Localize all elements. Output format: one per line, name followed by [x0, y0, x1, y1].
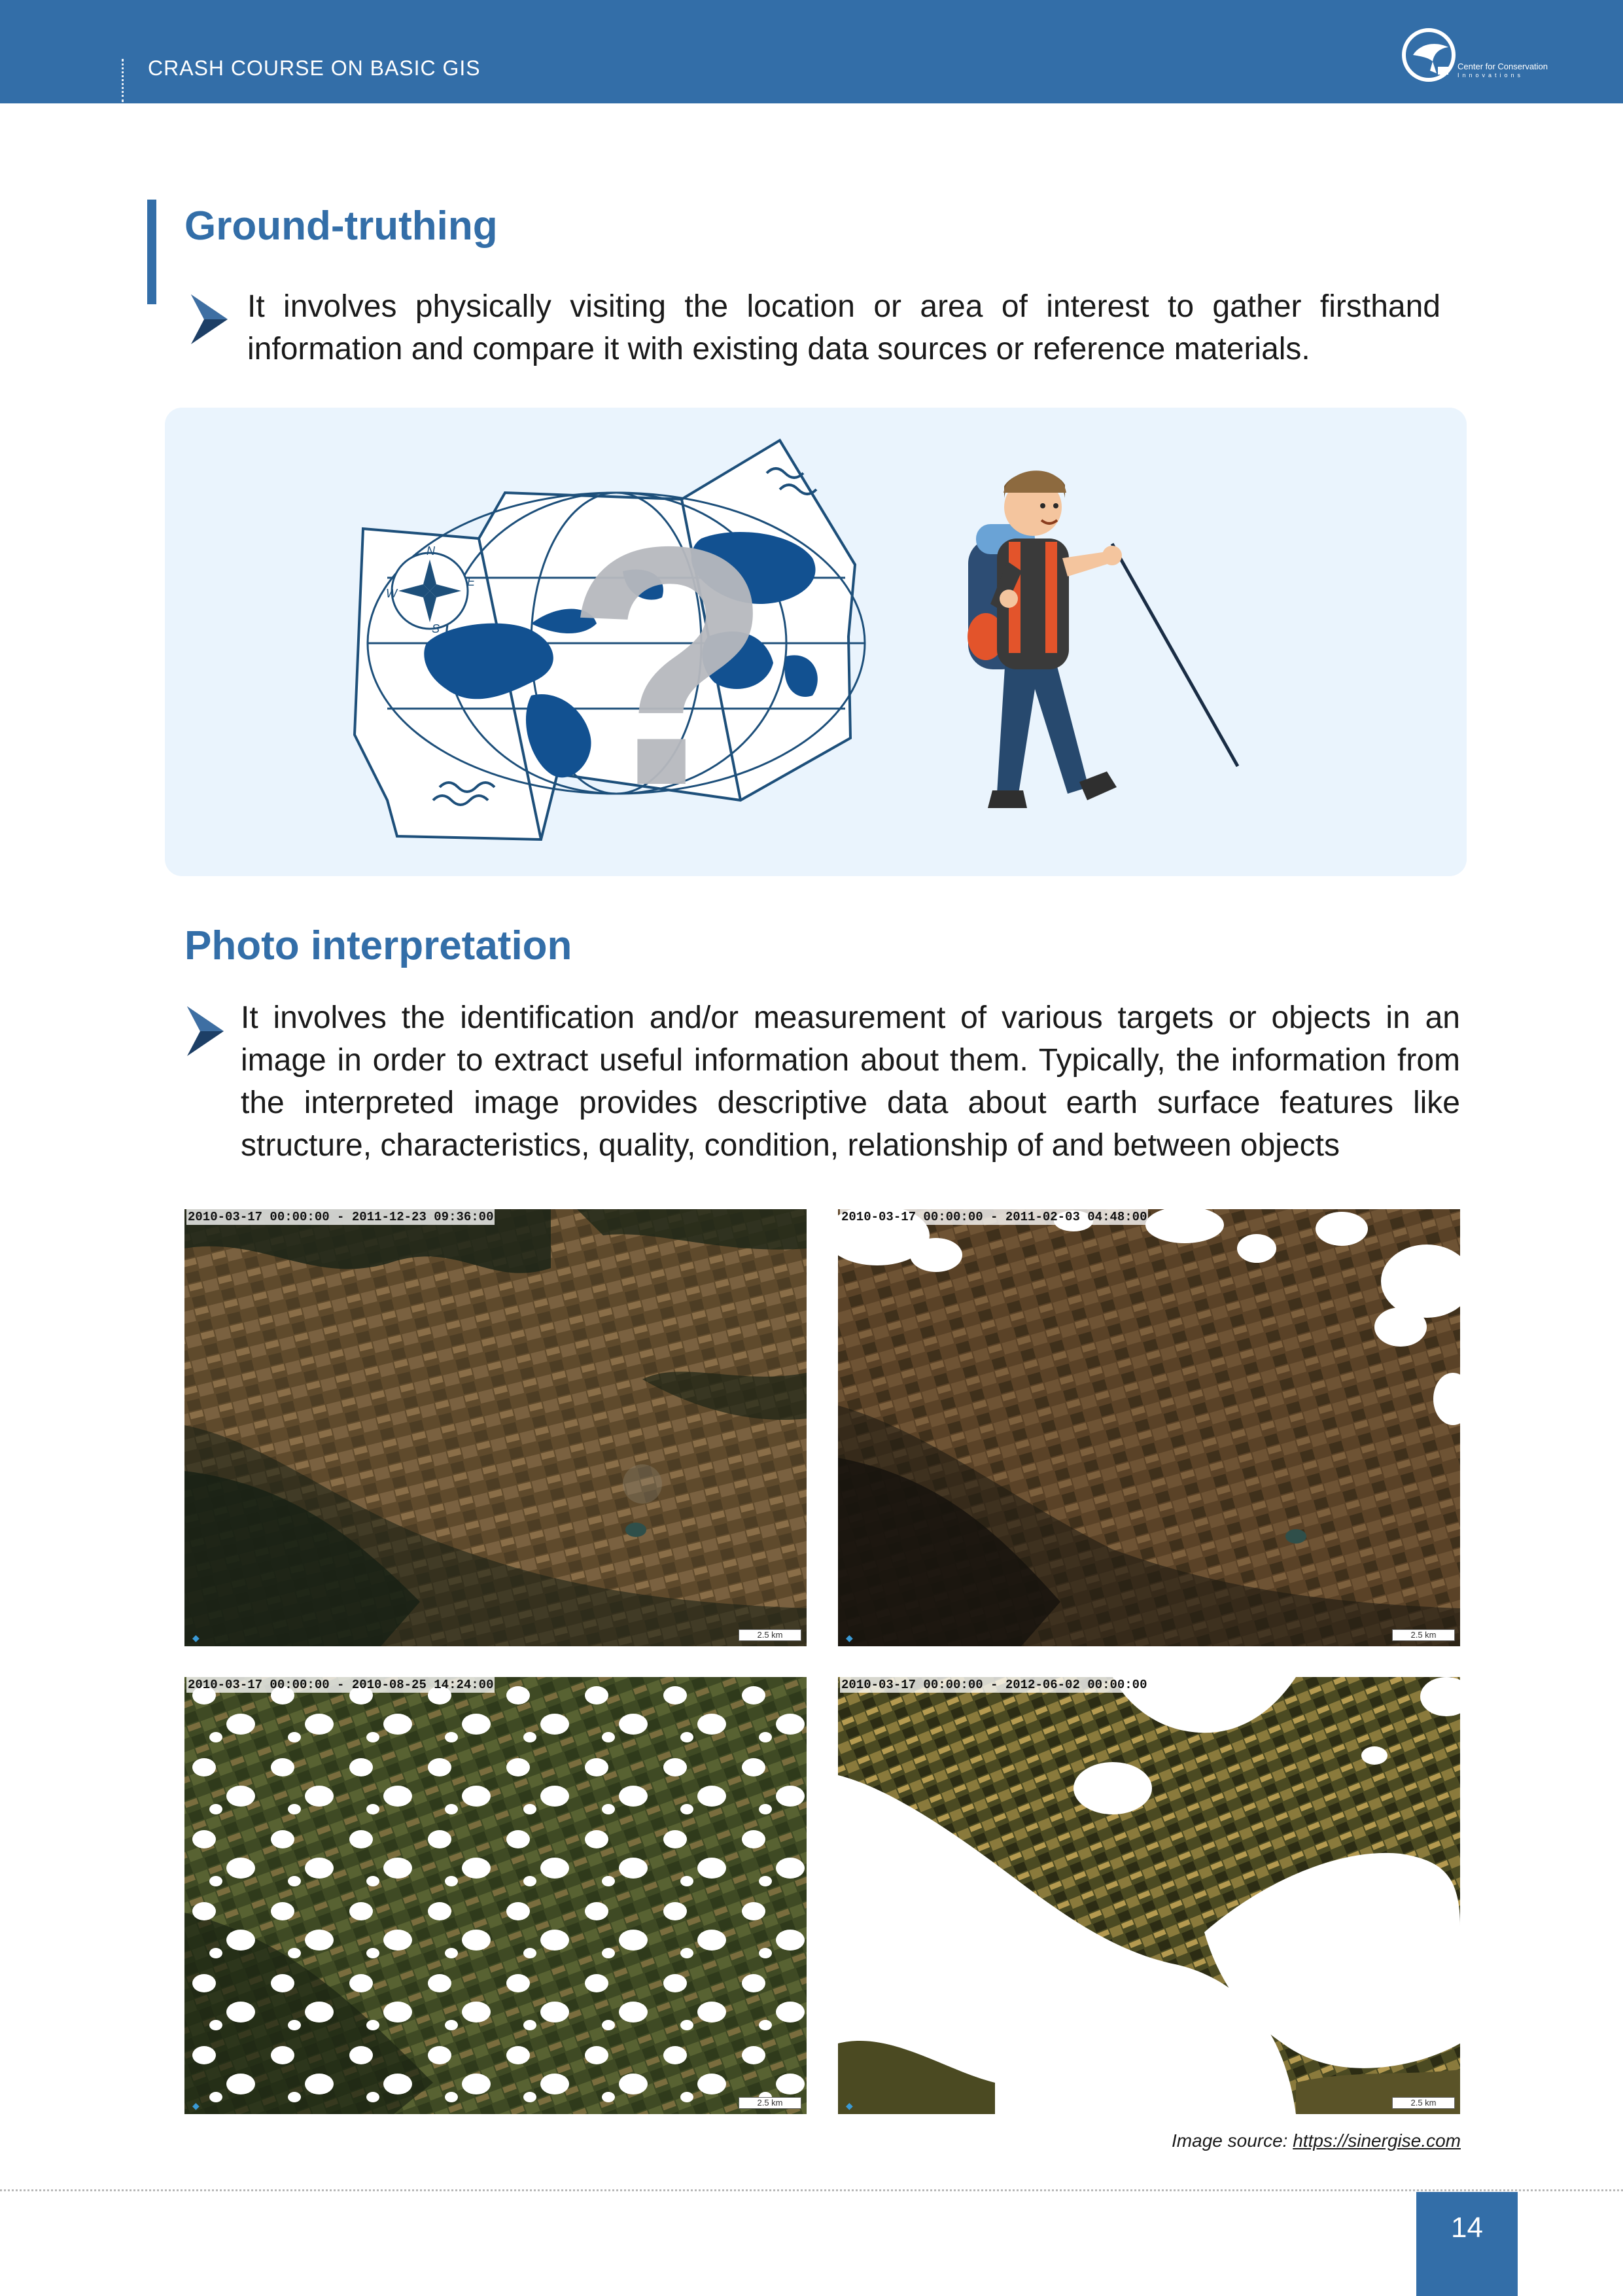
satellite-image-1-date-range: 2010-03-17 00:00:00 - 2011-12-23 09:36:00: [188, 1210, 494, 1224]
hiker-illustration: [968, 470, 1238, 808]
ground-truthing-illustration: [165, 408, 1467, 876]
svg-text:?: ?: [565, 476, 773, 857]
arrow-bullet-icon: [190, 293, 229, 345]
page-number-box: [1416, 2192, 1518, 2296]
satellite-image-2-date-range: 2010-03-17 00:00:00 - 2011-02-03 04:48:00: [841, 1210, 1147, 1224]
header-title: CRASH COURSE ON BASIC GIS: [148, 56, 481, 80]
ground-truthing-heading: Ground-truthing: [184, 203, 498, 249]
page-header: [0, 0, 1623, 103]
image-source-prefix: Image source:: [1172, 2130, 1293, 2151]
satellite-image-3: [184, 1677, 807, 2114]
arrow-bullet-icon: [186, 1005, 225, 1057]
satellite-image-4-date-range: 2010-03-17 00:00:00 - 2012-06-02 00:00:00: [841, 1678, 1147, 1692]
svg-text:◆: ◆: [192, 2100, 200, 2111]
section-accent-bar: [147, 200, 156, 304]
satellite-image-2: [838, 1209, 1460, 1646]
image-source-caption: [1172, 2130, 1461, 2151]
compass-s-label: S: [432, 622, 440, 635]
photo-interpretation-heading: Photo interpretation: [184, 923, 572, 968]
photo-interpretation-description: It involves the identification and/or measurement of various targets or objects in an image in order to extract useful information about them. Typically, the information from the interpreted image provides descriptive data about earth surface features like structure, characteristics, quality, condition, relationship of and between objects: [241, 1000, 1460, 1163]
satellite-image-4: [838, 1677, 1460, 2114]
organization-logo: [1400, 25, 1570, 85]
svg-text:◆: ◆: [846, 1633, 853, 1643]
logo-text-line1: Center for Conservation: [1457, 62, 1548, 71]
compass-w-label: W: [386, 587, 397, 600]
satellite-image-grid: [184, 1209, 1460, 2114]
question-mark-icon: [565, 476, 773, 857]
svg-text:◆: ◆: [846, 2100, 853, 2111]
logo-text-line2: Innovations: [1457, 72, 1524, 79]
svg-text:◆: ◆: [192, 1633, 200, 1643]
satellite-image-1-scale-bar: 2.5 km: [739, 1629, 801, 1641]
footer-divider: [0, 2189, 1623, 2191]
satellite-image-3-date-range: 2010-03-17 00:00:00 - 2010-08-25 14:24:00: [188, 1678, 494, 1692]
page-number: 14: [1451, 2212, 1483, 2244]
compass-n-label: N: [427, 544, 435, 557]
header-divider: [122, 59, 124, 102]
logo-bird-icon: [1400, 25, 1459, 85]
satellite-image-2-scale-bar: 2.5 km: [1392, 1629, 1455, 1641]
satellite-image-4-scale-bar: 2.5 km: [1392, 2097, 1455, 2109]
image-source-link[interactable]: https://sinergise.com: [1293, 2130, 1461, 2151]
satellite-image-3-scale-bar: 2.5 km: [739, 2097, 801, 2109]
satellite-image-1: [184, 1209, 807, 1646]
compass-e-label: E: [467, 575, 476, 588]
ground-truthing-description: It involves physically visiting the location or area of interest to gather firsthand information and compare it with existing data sources or reference materials.: [247, 289, 1440, 366]
